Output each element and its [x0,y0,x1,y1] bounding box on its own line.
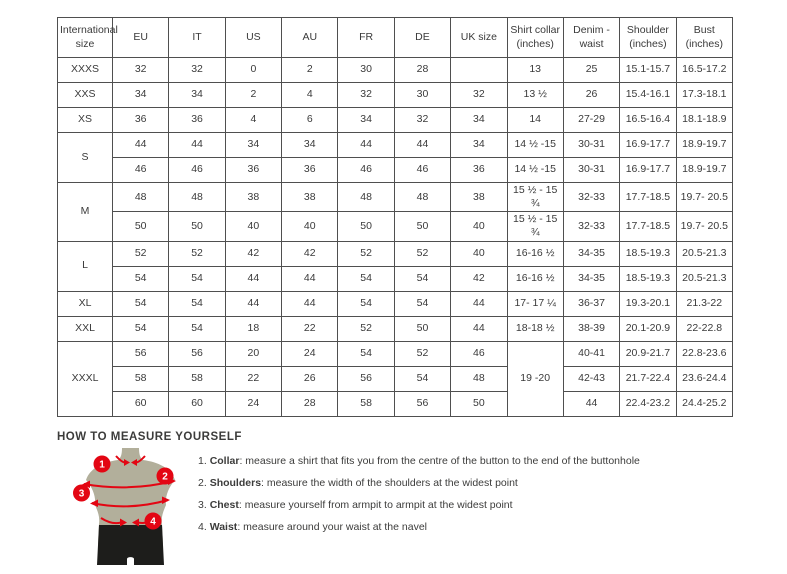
table-row [58,83,733,108]
table-cell: 40 [451,212,507,241]
table-cell: 50 [169,212,225,241]
table-cell: 16-16 ½ [507,266,563,291]
table-row [58,212,733,241]
table-cell: 48 [394,183,450,212]
table-cell: 17.7-18.5 [620,183,676,212]
table-row [58,341,733,366]
table-cell: 40 [451,241,507,266]
table-cell: 54 [338,341,394,366]
table-cell: 0 [225,58,281,83]
badge-3 [73,485,90,502]
table-cell: 18-18 ½ [507,316,563,341]
table-cell: 54 [338,266,394,291]
table-row [58,366,733,391]
table-cell: 15 ½ - 15 ¾ [507,183,563,212]
table-cell: 17- 17 ¼ [507,291,563,316]
mannequin-shorts [97,525,164,565]
table-cell: 36-37 [563,291,619,316]
table-cell: 16.9-17.7 [620,133,676,158]
table-cell: 21.7-22.4 [620,366,676,391]
table-cell: 30 [338,58,394,83]
table-cell: 44 [451,316,507,341]
table-cell: 20 [225,341,281,366]
measure-instructions-list [198,455,757,543]
table-cell: 18.5-19.3 [620,266,676,291]
table-cell: XXL [58,316,113,341]
table-cell: 28 [282,391,338,416]
table-cell: 34 [451,133,507,158]
measure-item-collar: 1. Collar: measure a shirt that fits you from the centre of the button to the end of the buttonhole [198,455,640,467]
table-header-cell: FR [338,18,394,58]
table-cell: 44 [282,291,338,316]
table-cell: 34 [169,83,225,108]
table-row [58,158,733,183]
table-cell: XXXS [58,58,113,83]
table-header-cell: Denim - waist [563,18,619,58]
table-cell: 52 [394,341,450,366]
table-cell: 26 [563,83,619,108]
table-cell: 34-35 [563,266,619,291]
table-cell: 34 [282,133,338,158]
table-cell: 2 [225,83,281,108]
table-cell: XL [58,291,113,316]
table-cell: 32 [451,83,507,108]
table-cell: 44 [113,133,169,158]
table-cell: 58 [113,366,169,391]
table-cell: 23.6-24.4 [676,366,732,391]
table-cell: 28 [394,58,450,83]
table-header-cell: AU [282,18,338,58]
table-cell: 38 [225,183,281,212]
measure-item-waist: 4. Waist: measure around your waist at the navel [198,521,427,534]
table-cell: 46 [451,341,507,366]
table-cell: 50 [394,212,450,241]
table-cell: 24 [282,341,338,366]
table-cell: 60 [169,391,225,416]
table-cell: 54 [113,316,169,341]
table-cell: 40 [225,212,281,241]
table-cell: 56 [169,341,225,366]
table-cell: 32 [169,58,225,83]
table-cell: 21.3-22 [676,291,732,316]
table-row [58,316,733,341]
table-row [58,391,733,416]
table-cell: 58 [169,366,225,391]
table-cell: 30-31 [563,133,619,158]
table-cell: 17.3-18.1 [676,83,732,108]
table-cell: 46 [169,158,225,183]
table-cell: 25 [563,58,619,83]
table-cell: 16.5-17.2 [676,58,732,83]
table-row [58,133,733,158]
table-row [58,291,733,316]
table-cell: 15.1-15.7 [620,58,676,83]
table-cell: 19.7- 20.5 [676,212,732,241]
table-cell: 52 [394,241,450,266]
table-cell: 34-35 [563,241,619,266]
table-header-cell: Shoulder (inches) [620,18,676,58]
svg-text:4: 4 [150,516,156,528]
table-cell: XS [58,108,113,133]
table-cell: 46 [113,158,169,183]
table-cell: 44 [282,266,338,291]
measure-guide-section [57,431,757,574]
badge-4 [145,513,162,530]
table-cell: 40 [282,212,338,241]
table-cell: 14 [507,108,563,133]
table-cell: 48 [169,183,225,212]
size-chart-table [57,17,733,417]
table-cell: 44 [169,133,225,158]
table-cell: 44 [394,133,450,158]
table-cell: 54 [169,266,225,291]
table-cell: 54 [113,266,169,291]
table-cell: 48 [338,183,394,212]
table-cell: 56 [113,341,169,366]
table-cell: 46 [394,158,450,183]
table-cell: 44 [338,133,394,158]
table-cell: XXS [58,83,113,108]
table-cell: 18 [225,316,281,341]
size-chart-header [58,18,733,58]
table-cell: 56 [394,391,450,416]
table-cell: 22-22.8 [676,316,732,341]
svg-text:3: 3 [78,488,85,500]
table-cell: 24.4-25.2 [676,391,732,416]
table-cell: 14 ½ -15 [507,158,563,183]
table-cell: 54 [394,291,450,316]
table-cell: 32-33 [563,183,619,212]
table-cell: 52 [338,316,394,341]
table-header-cell: Bust (inches) [676,18,732,58]
table-cell: 54 [113,291,169,316]
table-cell: 15 ½ - 15 ¾ [507,212,563,241]
table-cell: 50 [394,316,450,341]
table-cell: 38 [282,183,338,212]
table-cell: 13 [507,58,563,83]
table-header-cell: US [225,18,281,58]
table-cell: 20.5-21.3 [676,266,732,291]
table-header-row [58,18,733,58]
table-cell: 58 [338,391,394,416]
table-row [58,266,733,291]
table-cell: 38 [451,183,507,212]
table-cell: 22.8-23.6 [676,341,732,366]
table-cell: 27-29 [563,108,619,133]
table-cell: 56 [338,366,394,391]
table-cell: 34 [451,108,507,133]
measure-item-shoulders: 2. Shoulders: measure the width of the shoulders at the widest point [198,477,518,490]
table-cell: 4 [225,108,281,133]
table-cell: 36 [113,108,169,133]
table-cell: 54 [394,266,450,291]
table-cell: 52 [113,241,169,266]
table-cell: 16-16 ½ [507,241,563,266]
table-cell: 6 [282,108,338,133]
table-header-cell: EU [113,18,169,58]
table-cell: 18.9-19.7 [676,158,732,183]
table-cell: 16.9-17.7 [620,158,676,183]
table-cell: 48 [113,183,169,212]
table-cell: 40-41 [563,341,619,366]
table-cell: 50 [113,212,169,241]
table-cell: 52 [169,241,225,266]
table-cell: 32 [394,108,450,133]
table-cell: 16.5-16.4 [620,108,676,133]
size-chart-body [58,58,733,417]
table-cell: 2 [282,58,338,83]
table-row [58,241,733,266]
chest-arrowhead-left [90,500,98,508]
table-cell [451,58,507,83]
table-header-cell: Shirt collar (inches) [507,18,563,58]
table-cell: XXXL [58,341,113,416]
table-cell: 42 [225,241,281,266]
table-cell: 46 [338,158,394,183]
table-cell: 32 [113,58,169,83]
badge-1 [94,456,111,473]
table-cell: 20.1-20.9 [620,316,676,341]
table-cell: 36 [282,158,338,183]
table-cell: 32-33 [563,212,619,241]
table-cell: 50 [451,391,507,416]
table-row [58,58,733,83]
table-cell: 36 [225,158,281,183]
table-cell: 22 [225,366,281,391]
table-cell: 48 [451,366,507,391]
mannequin-figure-icon [72,447,184,569]
table-cell: 15.4-16.1 [620,83,676,108]
table-cell: 44 [225,266,281,291]
table-cell: 13 ½ [507,83,563,108]
table-cell: 18.5-19.3 [620,241,676,266]
table-cell: L [58,241,113,291]
table-cell: 22 [282,316,338,341]
table-cell: 4 [282,83,338,108]
table-row [58,108,733,133]
table-cell: 14 ½ -15 [507,133,563,158]
table-cell: 54 [338,291,394,316]
measure-guide-body [57,447,757,574]
svg-text:1: 1 [99,459,105,471]
table-cell: 22.4-23.2 [620,391,676,416]
table-cell: 44 [225,291,281,316]
table-cell: 30 [394,83,450,108]
table-row [58,183,733,212]
table-cell: 34 [225,133,281,158]
table-cell: 44 [451,291,507,316]
badge-2 [157,468,174,485]
table-cell: 19 -20 [507,341,563,416]
table-cell: 54 [394,366,450,391]
table-cell: 24 [225,391,281,416]
table-cell: 19.3-20.1 [620,291,676,316]
table-header-cell: DE [394,18,450,58]
measure-item-chest: 3. Chest: measure yourself from armpit to armpit at the widest point [198,499,513,512]
table-cell: 60 [113,391,169,416]
table-cell: 54 [169,316,225,341]
table-cell: S [58,133,113,183]
svg-text:2: 2 [162,471,168,483]
table-cell: 30-31 [563,158,619,183]
table-cell: 19.7- 20.5 [676,183,732,212]
measure-guide-title: HOW TO MEASURE YOURSELF [57,431,242,443]
size-chart-section [57,17,733,417]
table-header-cell: IT [169,18,225,58]
table-cell: 42 [282,241,338,266]
table-cell: 36 [451,158,507,183]
table-cell: 17.7-18.5 [620,212,676,241]
table-cell: 42-43 [563,366,619,391]
table-cell: 26 [282,366,338,391]
table-cell: 32 [338,83,394,108]
table-cell: 50 [338,212,394,241]
table-cell: 44 [563,391,619,416]
table-cell: 38-39 [563,316,619,341]
table-header-cell: International size [58,18,113,58]
table-cell: 34 [113,83,169,108]
table-header-cell: UK size [451,18,507,58]
table-cell: 18.9-19.7 [676,133,732,158]
table-cell: M [58,183,113,242]
table-cell: 36 [169,108,225,133]
table-cell: 34 [338,108,394,133]
mannequin-illustration [72,447,184,574]
table-cell: 18.1-18.9 [676,108,732,133]
table-cell: 20.5-21.3 [676,241,732,266]
table-cell: 54 [169,291,225,316]
table-cell: 52 [338,241,394,266]
table-cell: 20.9-21.7 [620,341,676,366]
table-cell: 42 [451,266,507,291]
